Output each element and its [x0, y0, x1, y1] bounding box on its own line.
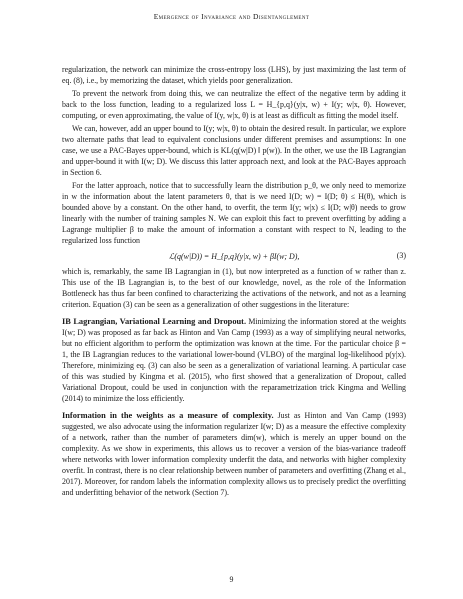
- paragraph-3: We can, however, add an upper bound to I(y; w|x, θ) to obtain the desired result. In particular, we explore two alternate paths that lead to equivalent conclusions under different premises and assumptions: In one case, we use a PAC-Bayes upper-bound, which is KL(q(w|D) ‖ p(w)). In the other, we use the IB Lagrangian and upper-bound it with I(w; D). We discuss this latter approach next, and look at the PAC-Bayes approach in Section 6.: [62, 124, 406, 177]
- section-heading-information-complexity: Information in the weights as a measure of complexity.: [62, 411, 274, 420]
- paragraph-2: To prevent the network from doing this, we can neutralize the effect of the negative term by adding it back to the loss function, leading to a regularized loss L = H_{p,q}(y|x, w) + I(y; w|x, θ). However, computing, or even approximating, the value of I(y, w|x, θ) is at least as difficult as fitting the model itself.: [62, 89, 406, 120]
- paragraph-1: regularization, the network can minimize the cross-entropy loss (LHS), by just maximizing the last term of eq. (8), i.e., by memorizing the dataset, which yields poor generalization.: [62, 65, 406, 85]
- paragraph-after-equation: which is, remarkably, the same IB Lagrangian in (1), but now interpreted as a function of w rather than z. This use of the IB Lagrangian is, to the best of our knowledge, novel, as the role of the Information Bottleneck has thus far been confined to characterizing the activations of the network, and not as a learning criterion. Equation (3) can be seen as a generalization of other suggestions in the literature:: [62, 267, 406, 309]
- paragraph-4: For the latter approach, notice that to successfully learn the distribution p_θ, we only need to memorize in w the information about the latent parameters θ, that is we need I(D; w) = I(D; θ) ≤ H(θ), which is bounded above by a constant. On the other hand, to overfit, the term I(y; w|x) ≤ I(D; w|θ) needs to grow linearly with the number of training samples N. We can exploit this fact to prevent overfitting by adding a Lagrange multiplier β to make the amount of information a constant with respect to N, leading to the regularized loss function: [62, 181, 406, 245]
- equation-3: [62, 250, 406, 262]
- page-number: 9: [229, 575, 234, 584]
- section-text-ib-lagrangian: Minimizing the information stored at the weights I(w; D) was proposed as far back as Hinton and Van Camp (1993) as a way of simplifying neural networks, but no efficient algorithm to perform the optimization was known at the time. For the particular choice β = 1, the IB Lagrangian reduces to the variational lower-bound (VLBO) of the marginal log-likelihood p(y|x). Therefore, minimizing eq. (3) can also be seen as a generalization of variational learning. A particular case of this was studied by Kingma et al. (2015), who first showed that a generalization of Dropout, called Variational Dropout, could be used in conjunction with the reparametrization trick Kingma and Welling (2014) to minimize the loss efficiently.: [62, 317, 406, 403]
- running-head: Emergence of Invariance and Disentanglement: [153, 12, 310, 21]
- section-heading-ib-lagrangian: IB Lagrangian, Variational Learning and Dropout.: [62, 317, 247, 326]
- body-text: [62, 64, 406, 500]
- section-text-information-complexity: Just as Hinton and Van Camp (1993) suggested, we also advocate using the information regularizer I(w; D) as a measure the effective complexity of a network, rather than the number of parameters dim(w), which is merely an upper bound on the complexity. As we show in experiments, this allows us to recover a version of the bias-variance tradeoff where networks with lower information complexity underfit the data, and networks with higher complexity overfit. In contrast, there is no clear relationship between number of parameters and overfitting (Zhang et al., 2017). Moreover, for random labels the information complexity allows us to precisely predict the overfitting and underfitting behavior of the network (Section 7).: [62, 411, 406, 497]
- section-ib-lagrangian: [62, 316, 406, 404]
- section-information-complexity: [62, 410, 406, 498]
- equation-number: (3): [396, 251, 406, 260]
- equation-expression: ℒ(q(w|D)) = H_{p,q}(y|x, w) + βI(w; D),: [168, 251, 300, 261]
